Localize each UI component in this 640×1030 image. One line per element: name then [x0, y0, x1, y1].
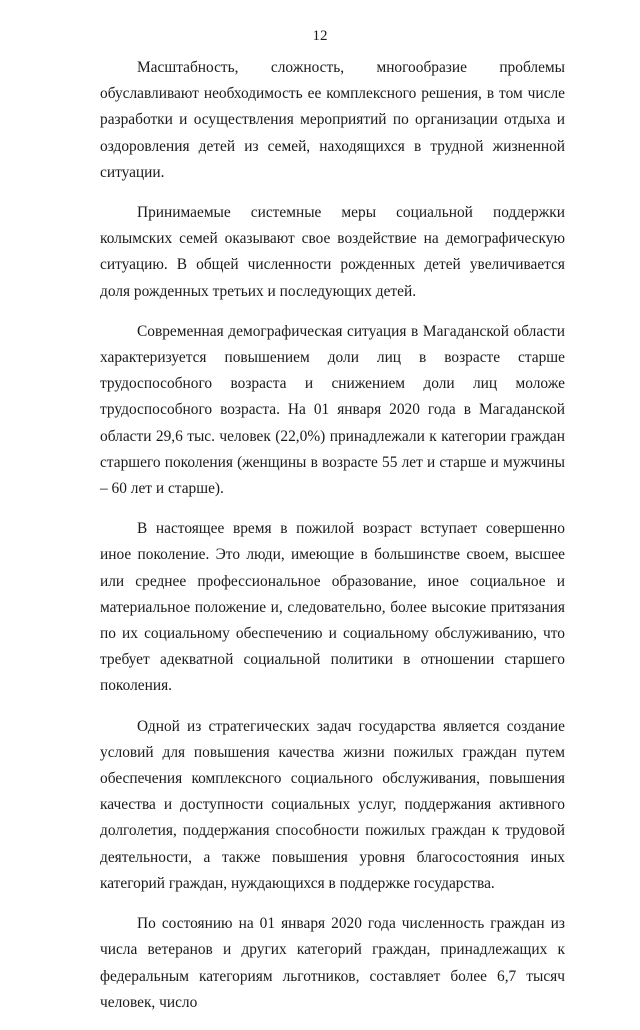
- paragraph-4: В настоящее время в пожилой возраст вступает совершенно иное поколение. Это люди, имеющие в большинстве своем, высшее или среднее профессиональное образование, иное социальное и материальное положение и, следовательно, более высокие притязания по их социальному обеспечению и социальному обслуживанию, что требует адекватной социальной политики в отношении старшего поколения.: [100, 520, 565, 695]
- paragraph-1: Масштабность, сложность, многообразие проблемы обуславливают необходимость ее комплексного решения, в том числе разработки и осуществления мероприятий по организации отдыха и оздоровления детей из семей, находящихся в трудной жизненной ситуации.: [100, 59, 565, 181]
- paragraph-5: Одной из стратегических задач государства является создание условий для повышения качества жизни пожилых граждан путем обеспечения комплексного социального обслуживания, повышения качества и доступности социальных услуг, поддержания активного долголетия, поддержания способности пожилых граждан к трудовой деятельности, а также повышения уровня благосостояния иных категорий граждан, нуждающихся в поддержке государства.: [100, 717, 565, 892]
- document-body: [100, 55, 565, 1030]
- paragraph-2: Принимаемые системные меры социальной поддержки колымских семей оказывают свое воздействие на демографическую ситуацию. В общей численности рожденных детей увеличивается доля рожденных третьих и последующих детей.: [100, 204, 565, 300]
- paragraph-6: По состоянию на 01 января 2020 года численность граждан из числа ветеранов и других категорий граждан, принадлежащих к федеральным категориям льготников, составляет более 6,7 тысяч человек, число: [100, 915, 565, 1011]
- paragraph-3: Современная демографическая ситуация в Магаданской области характеризуется повышением доли лиц в возрасте старше трудоспособного возраста и снижением доли лиц моложе трудоспособного возраста. На 01 января 2020 года в Магаданской области 29,6 тыс. человек (22,0%) принадлежали к категории граждан старшего поколения (женщины в возрасте 55 лет и старше и мужчины – 60 лет и старше).: [100, 322, 565, 498]
- page-number: 12: [312, 28, 328, 44]
